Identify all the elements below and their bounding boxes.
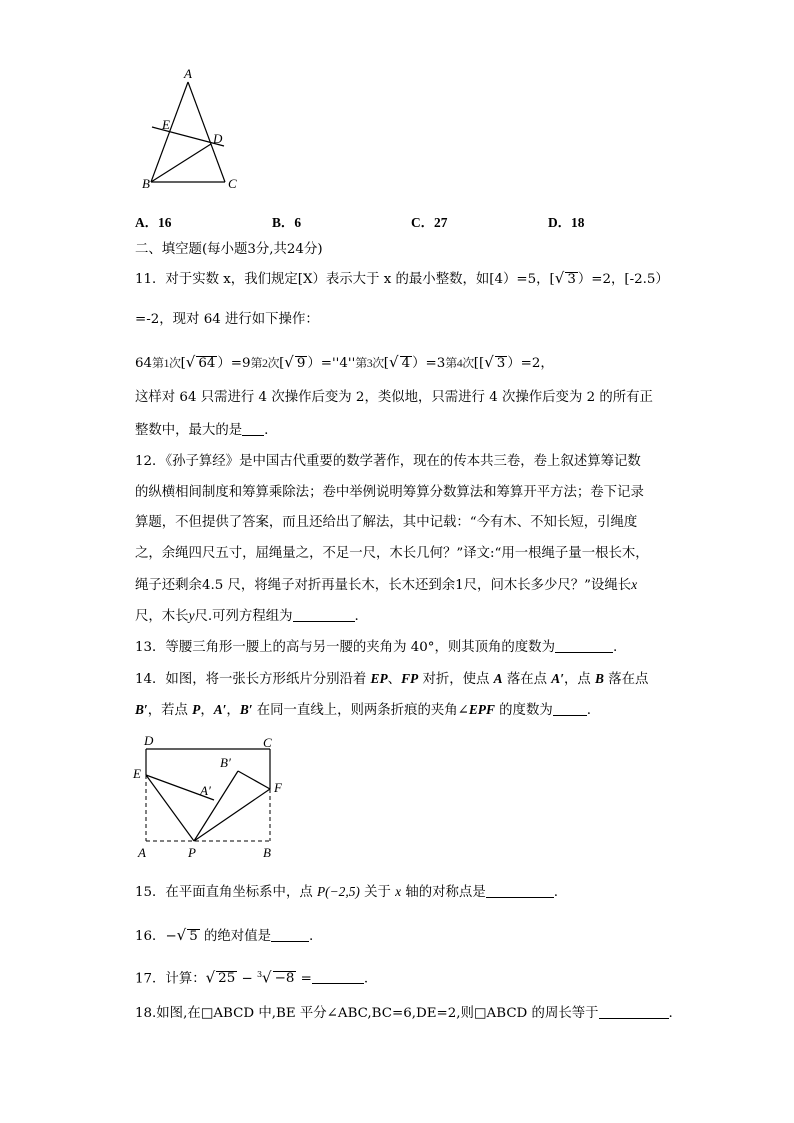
step-4-arrow: 第4次 xyxy=(445,356,474,370)
end-dot: . xyxy=(586,703,591,718)
end-dot: . xyxy=(668,1006,673,1021)
op-value-3: ）=3 xyxy=(412,356,446,371)
step-3-arrow: 第3次 xyxy=(355,356,384,370)
q14-text: ，若点 xyxy=(147,703,193,718)
sqrt-sign: √ xyxy=(185,353,196,371)
q13-text: 13．等腰三角形一腰上的高与另一腰的夹角为 40°，则其顶角的度数为 xyxy=(135,640,555,655)
q13 xyxy=(135,638,617,658)
q12-line1: 12．《孙子算经》是中国古代重要的数学著作，现在的传本共三卷，卷上叙述算筹记数 xyxy=(135,454,641,469)
q12-line6-text-a: 尺，木长 xyxy=(135,609,189,624)
sqrt-sign: √ xyxy=(389,353,399,371)
sqrt-sign: √ xyxy=(205,968,216,987)
q11-line5-text: 整数中，最大的是 xyxy=(135,423,243,438)
label-a-prime: A′ xyxy=(200,783,211,798)
op-value-4: ）=2， xyxy=(507,356,554,371)
q14-text: ， xyxy=(200,703,214,718)
q15-text-c: 轴的对称点是 xyxy=(401,885,486,900)
q14-text: 在同一直线上，则两条折痕的夹角∠ xyxy=(252,703,469,718)
q12-line5-text: 绳子还剩余4.5 尺，将绳子对折再量长木，长木还到余1尺，问木长多少尺？”设绳长 xyxy=(135,578,632,593)
negative-sign: − xyxy=(165,929,177,944)
end-dot: . xyxy=(308,929,314,944)
q16-text-b: 的绝对值是 xyxy=(199,929,271,944)
q12-line5 xyxy=(135,575,637,596)
option-d: D．18 xyxy=(548,215,585,230)
q14-text: 的度数为 xyxy=(494,703,553,718)
sqrt-sign: √ xyxy=(554,269,565,287)
answer-blank xyxy=(271,927,309,942)
var-x-axis: x xyxy=(395,884,402,899)
label-b: B xyxy=(142,176,150,191)
var-a: A xyxy=(493,671,503,686)
q16-radicand: 5 xyxy=(189,929,198,944)
label-a: A xyxy=(138,845,146,860)
label-e: E xyxy=(162,117,170,132)
q15-text-b: 关于 xyxy=(359,885,396,900)
q11-line4: 这样对 64 只需进行 4 次操作后变为 2，类似地，只需进行 4 次操作后变为 2 的所有正 xyxy=(135,390,653,405)
q16-text-a: 16． xyxy=(135,929,166,944)
var-a-prime: A′ xyxy=(213,702,227,717)
q11-radicand: 3 xyxy=(567,272,576,287)
triangle-figure xyxy=(138,68,248,196)
option-a: A．16 xyxy=(135,215,172,230)
q14-text: ，点 xyxy=(563,672,596,687)
segment-pb1 xyxy=(194,771,238,841)
op-radicand-3: 4 xyxy=(401,356,411,371)
step-1-arrow: 第1次 xyxy=(152,356,181,370)
var-b-prime: B′ xyxy=(239,702,253,717)
op-radicand-1: 64 xyxy=(198,356,216,371)
fold-ep xyxy=(146,775,194,841)
step-2-arrow: 第2次 xyxy=(250,356,280,370)
q11-line5 xyxy=(135,421,268,441)
minus-sign: − xyxy=(237,971,257,987)
q11-text-a: 11．对于实数 x，我们规定[X）表示大于 x 的最小整数，如[4）=5，[ xyxy=(135,272,555,287)
q14-text: 落在点 xyxy=(502,672,552,687)
option-c: C．27 xyxy=(411,215,448,230)
label-e: E xyxy=(133,766,141,781)
cube-root-sign: √ xyxy=(262,968,272,987)
q14-text: 落在点 xyxy=(603,672,649,687)
sqrt-sign: √ xyxy=(284,353,294,371)
end-dot: . xyxy=(264,423,269,438)
var-ep: EP xyxy=(370,671,388,686)
op-value-2: ）=''4'' xyxy=(307,356,356,371)
answer-blank xyxy=(555,638,613,653)
segment-b1f xyxy=(238,771,270,789)
label-c: C xyxy=(263,735,272,750)
answer-blank xyxy=(242,421,264,436)
sqrt-sign: √ xyxy=(484,353,494,371)
q12-line6-text-b: 尺.可列方程组为 xyxy=(194,609,293,624)
label-d: D xyxy=(213,131,223,146)
point-p: P(−2,5) xyxy=(316,884,360,899)
label-f: F xyxy=(274,780,282,795)
q12-line6 xyxy=(135,606,359,627)
label-b-prime: B′ xyxy=(220,755,231,770)
q12-line3: 算题，不但提供了答案，而且还给出了解法，其中记载：“今有木、不知长短，引绳度 xyxy=(135,515,638,530)
folded-rectangle-figure xyxy=(132,733,292,863)
q18 xyxy=(135,1004,673,1024)
separator: 、 xyxy=(387,672,402,687)
end-dot: . xyxy=(612,640,618,655)
q11-line2: =-2，现对 64 进行如下操作： xyxy=(135,312,319,327)
q15 xyxy=(135,882,558,903)
q16 xyxy=(135,925,313,947)
answer-blank xyxy=(312,969,364,984)
op-radicand-2: 9 xyxy=(296,356,306,371)
q14-line1 xyxy=(135,669,648,690)
q15-text-a: 15．在平面直角坐标系中，点 xyxy=(135,885,317,900)
answer-blank xyxy=(553,701,587,716)
var-p: P xyxy=(192,702,201,717)
var-fp: FP xyxy=(401,671,419,686)
q14-text: 对折，使点 xyxy=(418,672,494,687)
q17 xyxy=(135,965,368,989)
q11-operations: 64第1次[√ 64 ）=9第2次[√ 9 ）=''4''第3次[√ 4 ）=3第4次[[√ 3 ）=2， xyxy=(135,353,554,371)
sqrt-sign: √ xyxy=(176,926,187,944)
answer-blank xyxy=(486,883,554,898)
end-dot: . xyxy=(363,971,369,987)
var-y: y xyxy=(188,608,195,623)
q14-text: 14．如图，将一张长方形纸片分别沿着 xyxy=(135,672,371,687)
q17-radicand-1: 25 xyxy=(218,971,236,987)
q12-line4: 之，余绳四尺五寸，屈绳量之，不足一尺，木长几何？”译文:“用一根绳子量一根长木， xyxy=(135,546,649,561)
section-title: 二、填空题(每小题3分,共24分) xyxy=(135,242,323,257)
label-d: D xyxy=(144,733,154,748)
q14-line2 xyxy=(135,700,591,721)
op-start: 64 xyxy=(135,356,153,371)
label-c: C xyxy=(228,176,237,191)
q11-line1 xyxy=(135,268,669,290)
var-b: B xyxy=(595,671,604,686)
var-b-prime: B′ xyxy=(135,702,148,717)
answer-blank xyxy=(293,607,355,622)
label-b: B xyxy=(263,845,271,860)
end-dot: . xyxy=(553,885,558,900)
equals-sign: = xyxy=(296,971,312,987)
q17-radicand-2: −8 xyxy=(274,971,295,987)
var-epf: EPF xyxy=(468,702,495,717)
q14-text: ， xyxy=(226,703,240,718)
cube-root-index: 3 xyxy=(256,970,263,979)
op-value-1: ）=9 xyxy=(217,356,251,371)
q18-text: 18.如图,在□ABCD 中,BE 平分∠ABC,BC=6,DE=2,则□ABCD 的周长等于 xyxy=(135,1006,599,1021)
end-dot: . xyxy=(354,609,359,624)
var-x: x xyxy=(631,577,638,592)
option-b: B．6 xyxy=(272,215,302,230)
answer-blank xyxy=(599,1004,669,1019)
q17-text-a: 17．计算： xyxy=(135,971,206,987)
op-radicand-4: 3 xyxy=(496,356,506,371)
label-p: P xyxy=(188,845,196,860)
segment-bd xyxy=(151,144,211,182)
label-a: A xyxy=(184,68,192,81)
q11-text-b: ）=2，[-2.5） xyxy=(577,272,669,287)
var-a-prime: A′ xyxy=(551,671,564,686)
q12-line2: 的纵横相间制度和筹算乘除法；卷中举例说明筹算分数算法和筹算开平方法；卷下记录 xyxy=(135,485,644,500)
